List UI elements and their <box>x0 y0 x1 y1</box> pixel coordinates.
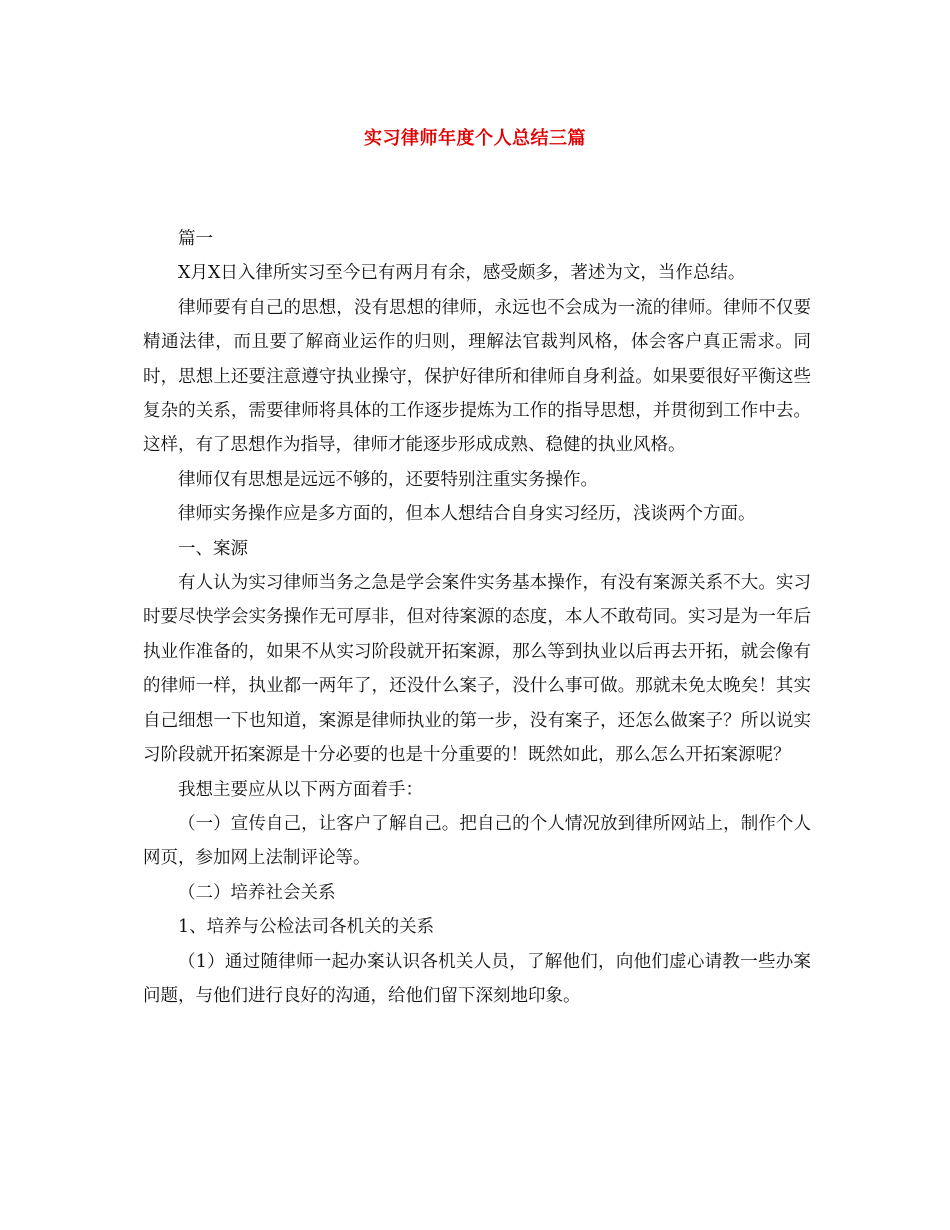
paragraph: 1、培养与公检法司各机关的关系 <box>178 917 435 938</box>
paragraph-subheading: 一、案源 <box>178 538 248 559</box>
paragraph: 律师要有自己的思想，没有思想的律师，永远也不会成为一流的律师。律师不仅要精通法律，而且要了解商业运作的归则，理解法官裁判风格，体会客户真正需求。同时，思想上还要注意遵守执业操守，保护好律所和律师自身利益。如果要很好平衡这些复杂的关系，需要律师将具体的工作逐步提炼为工作的指导思想，并贯彻到工作中去。这样，有了思想作为指导，律师才能逐步形成成熟、稳健的执业风格。 <box>143 297 811 456</box>
paragraph: 有人认为实习律师当务之急是学会案件实务基本操作，有没有案源关系不大。实习时要尽快学会实务操作无可厚非，但对待案源的态度，本人不敢苟同。实习是为一年后执业作准备的，如果不从实习阶段就开拓案源，那么等到执业以后再去开拓，就会像有的律师一样，执业都一两年了，还没什么案子，没什么事可做。那就未免太晚矣！其实自己细想一下也知道，案源是律师执业的第一步，没有案子，还怎么做案子？所以说实习阶段就开拓案源是十分必要的也是十分重要的！既然如此，那么怎么开拓案源呢？ <box>143 573 811 766</box>
paragraph: （一）宣传自己，让客户了解自己。把自己的个人情况放到律所网站上，制作个人网页，参加网上法制评论等。 <box>143 813 811 869</box>
paragraph: （1）通过随律师一起办案认识各机关人员，了解他们，向他们虚心请教一些办案问题，与他们进行良好的沟通，给他们留下深刻地印象。 <box>143 951 811 1006</box>
paragraph: 律师实务操作应是多方面的，但本人想结合自身实习经历，浅谈两个方面。 <box>178 504 756 525</box>
paragraph: X月X日入律所实习至今已有两月有余，感受颇多，著述为文，当作总结。 <box>178 263 746 284</box>
paragraph: 律师仅有思想是远远不够的，还要特别注重实务操作。 <box>178 469 598 490</box>
paragraph: 我想主要应从以下两方面着手： <box>178 779 423 800</box>
document-title: 实习律师年度个人总结三篇 <box>364 128 586 149</box>
paragraph-subheading: （二）培养社会关系 <box>178 882 336 903</box>
paragraph-section-heading: 篇一 <box>178 229 213 249</box>
document-body <box>143 222 811 1013</box>
